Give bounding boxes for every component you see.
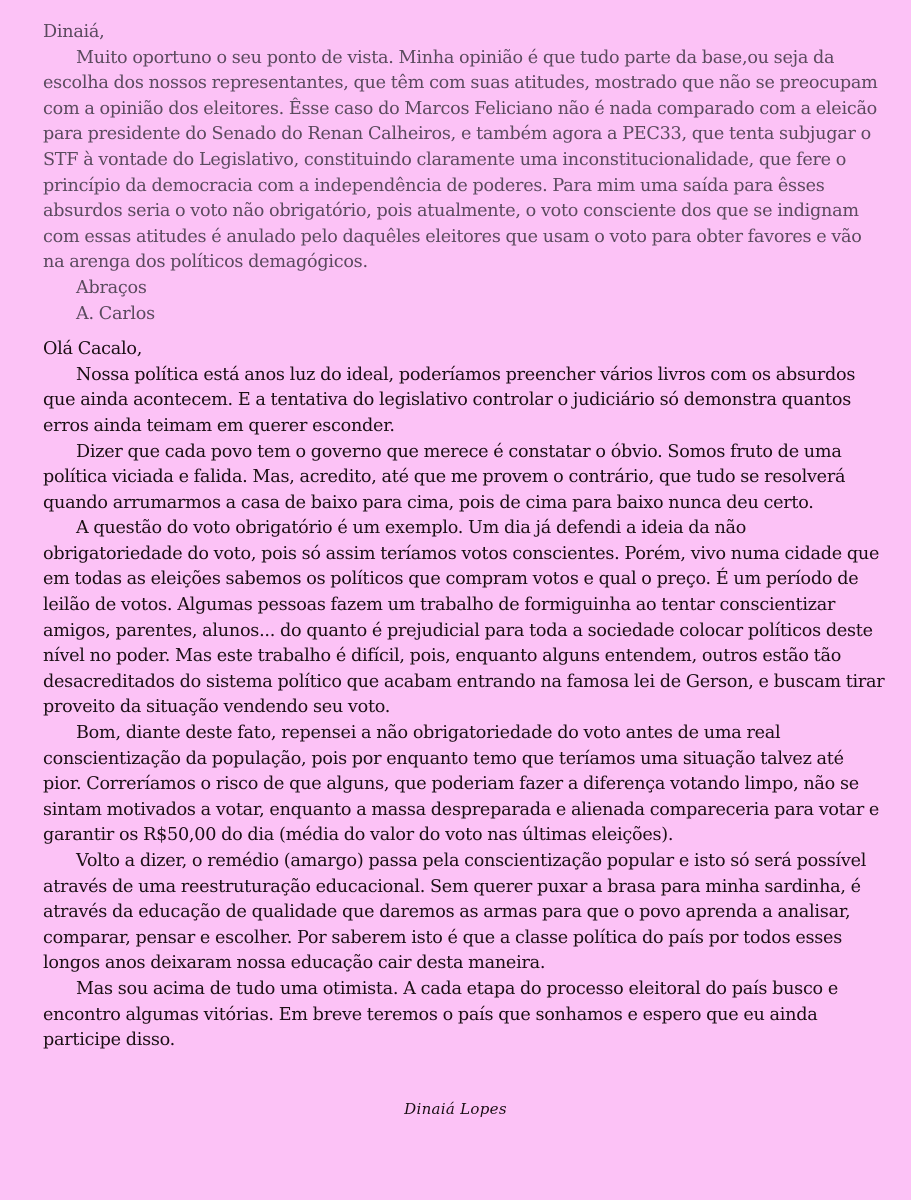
letter-2-paragraph: Nossa política está anos luz do ideal, poderíamos preencher vários livros com os absurdos que ainda acontecem. E a tentativa do legislativo controlar o judiciário só demonstra quantos erros ainda teimam em querer esconder.	[43, 364, 856, 436]
letter-2-paragraph: Mas sou acima de tudo uma otimista. A cada etapa do processo eleitoral do país busco e encontro algumas vitórias. Em breve teremos o país que sonhamos e espero que eu ainda participe disso.	[43, 978, 838, 1051]
letter-2-greeting: Olá Cacalo,	[43, 339, 143, 360]
letter-from-carlos	[43, 20, 885, 327]
signature: Dinaiá Lopes	[404, 1100, 507, 1118]
letter-2-paragraph: Volto a dizer, o remédio (amargo) passa pela conscientização popular e isto só será possível através de uma reestruturação educacional. Sem querer puxar a brasa para minha sardinha, é através da educação de qualidade que daremos as armas para que o povo aprenda a analisar, comparar, pensar e escolher. Por saberem isto é que a classe política do país por todos esses longos anos deixaram nossa educação cair desta maneira.	[43, 851, 867, 974]
letter-2-paragraph: Dizer que cada povo tem o governo que merece é constatar o óbvio. Somos fruto de uma política viciada e falida. Mas, acredito, até que me provem o contrário, que tudo se resolverá quando arrumarmos a casa de baixo para cima, pois de cima para baixo nunca deu certo.	[43, 441, 846, 513]
letter-1-paragraph: Muito oportuno o seu ponto de vista. Minha opinião é que tudo parte da base,ou seja da escolha dos nossos representantes, que têm com suas atitudes, mostrado que não se preocupam com a opinião dos eleitores. Êsse caso do Marcos Feliciano não é nada comparado com a eleicão para presidente do Senado do Renan Calheiros, e também agora a PEC33, que tenta subjugar o STF à vontade do Legislativo, constituindo claramente uma inconstitucionalidade, que fere o princípio da democracia com a independência de poderes. Para mim uma saída para êsses absurdos seria o voto não obrigatório, pois atualmente, o voto consciente dos que se indignam com essas atitudes é anulado pelo daquêles eleitores que usam o voto para obter favores e vão na arenga dos políticos demagógicos.	[43, 47, 878, 273]
letter-1-author: A. Carlos	[76, 303, 155, 324]
letter-2-paragraph: A questão do voto obrigatório é um exemplo. Um dia já defendi a ideia da não obrigatoriedade do voto, pois só assim teríamos votos conscientes. Porém, vivo numa cidade que em todas as eleições sabemos os políticos que compram votos e qual o preço. É um período de leilão de votos. Algumas pessoas fazem um trabalho de formiguinha ao tentar conscientizar amigos, parentes, alunos... do quanto é prejudicial para toda a sociedade colocar políticos deste nível no poder. Mas este trabalho é difícil, pois, enquanto alguns entendem, outros estão tão desacreditados do sistema político que acabam entrando na famosa lei de Gerson, e buscam tirar proveito da situação vendendo seu voto.	[43, 518, 885, 718]
letter-1-greeting: Dinaiá,	[43, 22, 105, 42]
letter-2-paragraph: Bom, diante deste fato, repensei a não obrigatoriedade do voto antes de uma real conscientização da população, pois por enquanto temo que teríamos uma situação talvez até pior. Correríamos o risco de que alguns, que poderiam fazer a diferença votando limpo, não se sintam motivados a votar, enquanto a massa despreparada e alienada compareceria para votar e garantir os R$50,00 do dia (média do valor do voto nas últimas eleições).	[43, 723, 880, 846]
letter-1-closing: Abraços	[76, 277, 147, 298]
letter-from-dinaia	[43, 337, 885, 1054]
